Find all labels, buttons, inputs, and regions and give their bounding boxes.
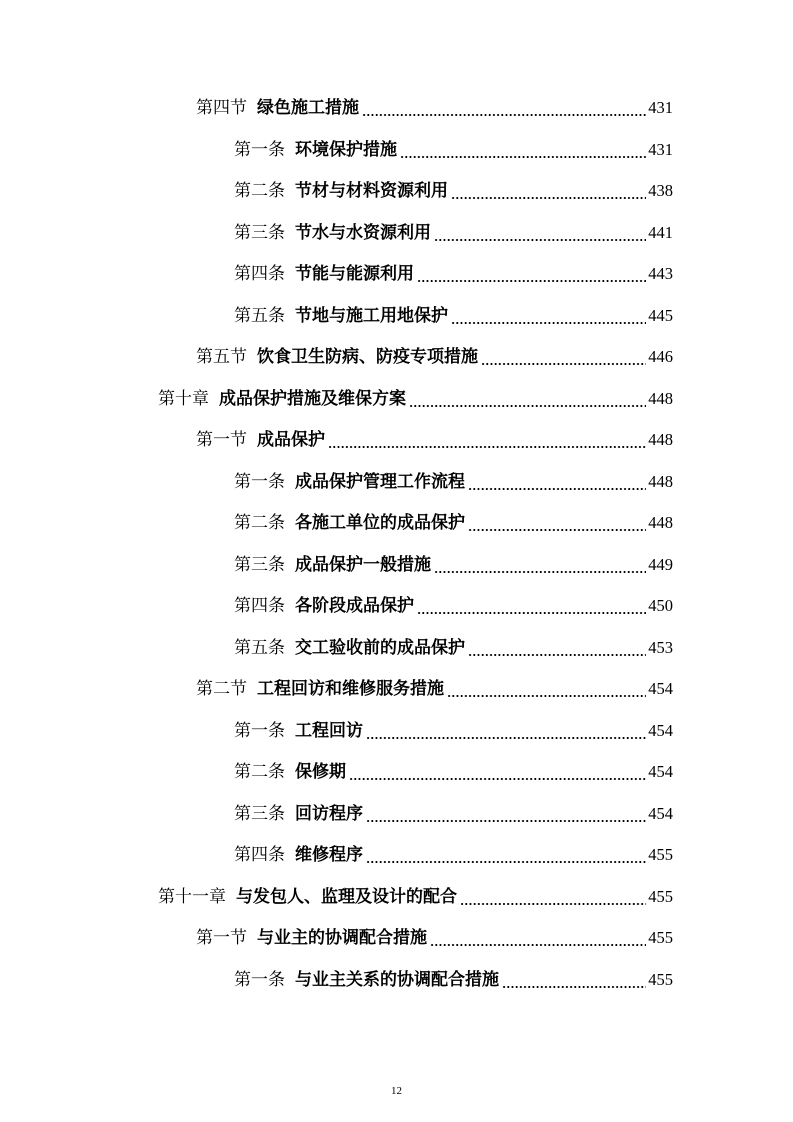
- toc-entry[interactable]: [234, 298, 673, 326]
- dot-leader: [468, 513, 646, 533]
- toc-entry-page: 431: [648, 98, 673, 117]
- toc-entry-title: 节能与能源利用: [295, 264, 414, 284]
- toc-entry[interactable]: [234, 713, 673, 741]
- toc-entry-number: 第四条: [234, 845, 285, 864]
- toc-entry-number: 第二条: [234, 181, 285, 200]
- toc-entry-page: 455: [648, 928, 673, 947]
- toc-entry[interactable]: [234, 173, 673, 201]
- toc-entry-title: 成品保护措施及维保方案: [219, 389, 406, 409]
- toc-entry-title: 环境保护措施: [295, 140, 397, 160]
- dot-leader: [409, 389, 646, 409]
- toc-entry[interactable]: [196, 920, 673, 948]
- toc-entry-number: 第三条: [234, 804, 285, 823]
- dot-leader: [366, 845, 646, 865]
- toc-entry[interactable]: [234, 505, 673, 533]
- toc-entry-title: 节地与施工用地保护: [295, 306, 448, 326]
- toc-entry-page: 438: [648, 181, 673, 200]
- toc-entry-title: 饮食卫生防病、防疫专项措施: [257, 347, 478, 367]
- page-number: 12: [391, 1085, 402, 1097]
- dot-leader: [460, 887, 646, 907]
- toc-entry-page: 441: [648, 223, 673, 242]
- toc-entry-title: 绿色施工措施: [257, 98, 359, 118]
- toc-entry[interactable]: [196, 339, 673, 367]
- dot-leader: [481, 347, 646, 367]
- toc-entry[interactable]: [234, 132, 673, 160]
- toc-entry-page: 455: [648, 887, 673, 906]
- dot-leader: [366, 804, 646, 824]
- toc-entry[interactable]: [234, 464, 673, 492]
- toc-entry-number: 第一条: [234, 970, 285, 989]
- toc-entry-number: 第二条: [234, 762, 285, 781]
- toc-entry-number: 第五条: [234, 638, 285, 657]
- toc-entry-title: 成品保护管理工作流程: [295, 472, 465, 492]
- toc-entry-number: 第二节: [196, 679, 247, 698]
- toc-entry-page: 453: [648, 638, 673, 657]
- toc-entry-page: 454: [648, 804, 673, 823]
- toc-entry[interactable]: [234, 754, 673, 782]
- dot-leader: [400, 140, 646, 160]
- dot-leader: [434, 555, 646, 575]
- dot-leader: [451, 181, 646, 201]
- toc-entry[interactable]: [158, 381, 673, 409]
- toc-entry[interactable]: [196, 422, 673, 450]
- toc-entry-number: 第五条: [234, 306, 285, 325]
- toc-entry-page: 455: [648, 970, 673, 989]
- toc-entry-title: 各施工单位的成品保护: [295, 513, 465, 533]
- dot-leader: [447, 679, 646, 699]
- toc-entry-page: 454: [648, 721, 673, 740]
- toc-entry[interactable]: [234, 256, 673, 284]
- toc-entry-title: 与业主关系的协调配合措施: [295, 970, 499, 990]
- dot-leader: [349, 762, 646, 782]
- toc-entry-page: 454: [648, 679, 673, 698]
- toc-entry-number: 第四条: [234, 596, 285, 615]
- toc-entry[interactable]: [158, 879, 673, 907]
- toc-entry-number: 第四条: [234, 264, 285, 283]
- toc-entry[interactable]: [234, 630, 673, 658]
- toc-entry-page: 455: [648, 845, 673, 864]
- toc-entry-title: 成品保护一般措施: [295, 555, 431, 575]
- toc-entry-number: 第一节: [196, 928, 247, 947]
- toc-entry-title: 交工验收前的成品保护: [295, 638, 465, 658]
- toc-entry[interactable]: [234, 796, 673, 824]
- toc-entry[interactable]: [234, 962, 673, 990]
- toc-entry-number: 第一节: [196, 430, 247, 449]
- dot-leader: [366, 721, 646, 741]
- dot-leader: [468, 472, 646, 492]
- toc-entry-number: 第十一章: [158, 887, 226, 906]
- toc-entry-page: 448: [648, 472, 673, 491]
- toc-entry-title: 与业主的协调配合措施: [257, 928, 427, 948]
- toc-entry-page: 443: [648, 264, 673, 283]
- toc-entry-number: 第三条: [234, 555, 285, 574]
- toc-entry-title: 回访程序: [295, 804, 363, 824]
- dot-leader: [430, 928, 646, 948]
- toc-entry-page: 448: [648, 430, 673, 449]
- dot-leader: [328, 430, 646, 450]
- toc-entry-page: 431: [648, 140, 673, 159]
- toc-entry-page: 445: [648, 306, 673, 325]
- toc-entry-title: 维修程序: [295, 845, 363, 865]
- toc-entry-number: 第五节: [196, 347, 247, 366]
- toc-entry-title: 节材与材料资源利用: [295, 181, 448, 201]
- dot-leader: [468, 638, 646, 658]
- dot-leader: [362, 98, 646, 118]
- toc-entry-number: 第十章: [158, 389, 209, 408]
- toc-entry-page: 446: [648, 347, 673, 366]
- toc-entry[interactable]: [234, 547, 673, 575]
- toc-entry-number: 第四节: [196, 98, 247, 117]
- dot-leader: [451, 306, 646, 326]
- toc-entry-title: 各阶段成品保护: [295, 596, 414, 616]
- toc-entry[interactable]: [196, 671, 673, 699]
- toc-entry-page: 448: [648, 513, 673, 532]
- toc-entry[interactable]: [234, 588, 673, 616]
- toc-entry-page: 449: [648, 555, 673, 574]
- toc-entry-number: 第二条: [234, 513, 285, 532]
- toc-entry[interactable]: [234, 215, 673, 243]
- toc-entry-title: 节水与水资源利用: [295, 223, 431, 243]
- toc-entry-page: 454: [648, 762, 673, 781]
- toc-entry-number: 第一条: [234, 721, 285, 740]
- toc-entry-page: 450: [648, 596, 673, 615]
- toc-entry-title: 保修期: [295, 762, 346, 782]
- dot-leader: [417, 264, 646, 284]
- toc-entry-page: 448: [648, 389, 673, 408]
- dot-leader: [417, 596, 646, 616]
- toc-entry-title: 与发包人、监理及设计的配合: [236, 887, 457, 907]
- toc-entry-title: 工程回访和维修服务措施: [257, 679, 444, 699]
- toc-entry[interactable]: [196, 90, 673, 118]
- toc-entry-title: 成品保护: [257, 430, 325, 450]
- toc-entry[interactable]: [234, 837, 673, 865]
- toc-entry-number: 第一条: [234, 472, 285, 491]
- toc-entry-title: 工程回访: [295, 721, 363, 741]
- toc-entry-number: 第三条: [234, 223, 285, 242]
- dot-leader: [434, 223, 646, 243]
- toc-entry-number: 第一条: [234, 140, 285, 159]
- dot-leader: [502, 970, 646, 990]
